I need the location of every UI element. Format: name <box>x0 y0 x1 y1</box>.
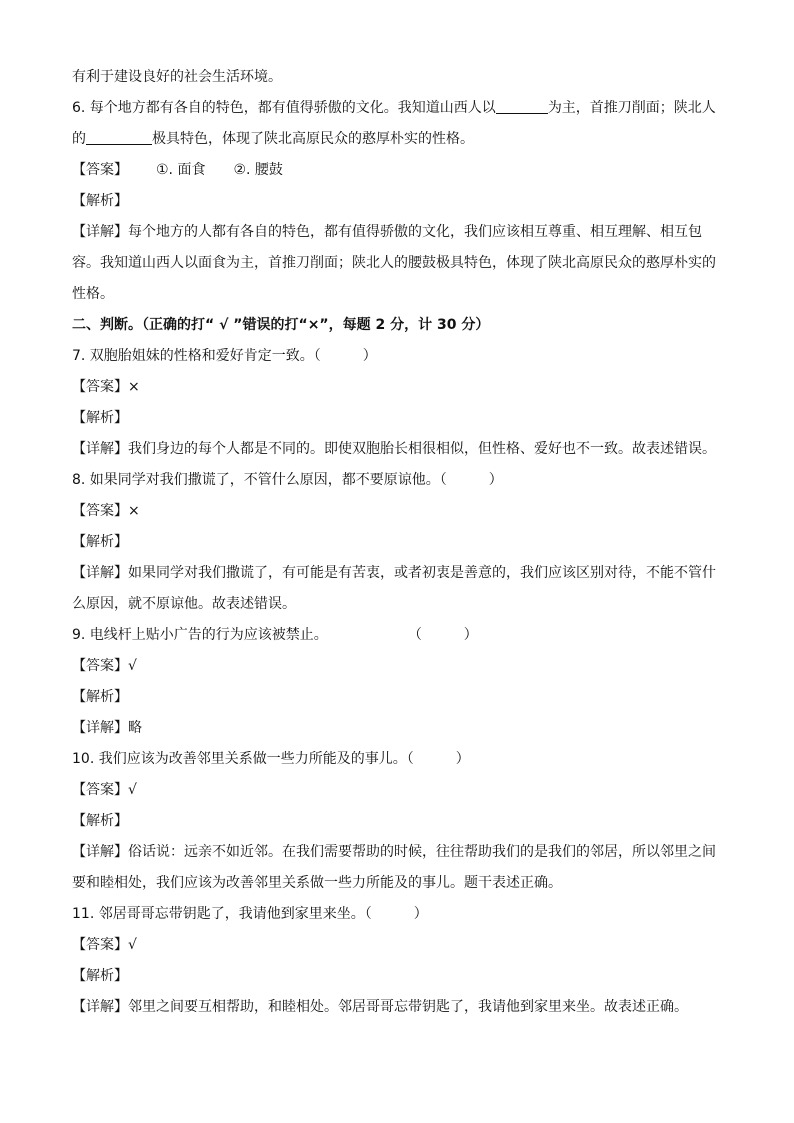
answer-tag: 【答案】 <box>72 162 128 178</box>
q8-analysis-line: 【解析】 <box>72 534 128 550</box>
q9-question: 9. 电线杆上贴小广告的行为应该被禁止。 <box>72 627 328 643</box>
detail-tag: 【详解】 <box>72 999 128 1015</box>
q10-answer: √ <box>128 782 137 798</box>
q9-answer-line <box>72 651 722 682</box>
q6-analysis-line: 【解析】 <box>72 193 128 209</box>
q6-answer-2: ②. 腰鼓 <box>233 162 283 178</box>
q8-question: 8. 如果同学对我们撒谎了，不管什么原因，都不要原谅他。（ ） <box>72 472 503 488</box>
q11-question: 11. 邻居哥哥忘带钥匙了，我请他到家里来坐。（ ） <box>72 906 428 922</box>
answer-tag: 【答案】 <box>72 503 128 519</box>
q6-text-d: 极具特色，体现了陕北高原民众的憨厚朴实的性格。 <box>152 131 474 147</box>
q7-detail-line <box>72 434 722 465</box>
q11-analysis-line: 【解析】 <box>72 968 128 984</box>
q9-detail-line <box>72 713 722 744</box>
q6-answer-1: ①. 面食 <box>156 162 206 178</box>
detail-tag: 【详解】 <box>72 720 128 736</box>
answer-tag: 【答案】 <box>72 379 128 395</box>
q8-detail-line2: 么原因，就不原谅他。故表述错误。 <box>72 596 296 612</box>
section-2-heading: 二、判断。（正确的打“ √ ”错误的打“×”，每题 2 分，计 30 分） <box>72 317 490 333</box>
q7-analysis-line: 【解析】 <box>72 410 128 426</box>
q9-detail-text: 略 <box>128 720 142 736</box>
q6-text-c: 的 <box>72 131 86 147</box>
detail-tag: 【详解】 <box>72 441 128 457</box>
q6-question-line1 <box>72 93 722 124</box>
q11-detail-line <box>72 992 722 1023</box>
q6-detail-line1 <box>72 217 722 248</box>
q7-answer-line <box>72 372 722 403</box>
q10-detail-text-1: 俗话说：远亲不如近邻。在我们需要帮助的时候，往往帮助我们的是我们的邻居，所以邻里之间 <box>128 844 716 860</box>
q9-paren: （ ） <box>407 627 478 643</box>
q10-analysis-line: 【解析】 <box>72 813 128 829</box>
q7-detail-text: 我们身边的每个人都是不同的。即使双胞胎长相很相似，但性格、爱好也不一致。故表述错误。 <box>128 441 716 457</box>
q11-detail-text: 邻里之间要互相帮助，和睦相处。邻居哥哥忘带钥匙了，我请他到家里来坐。故表述正确。 <box>128 999 688 1015</box>
q6-text-a: 6. 每个地方都有各自的特色，都有值得骄傲的文化。我知道山西人以 <box>72 100 496 116</box>
answer-tag: 【答案】 <box>72 658 128 674</box>
detail-tag: 【详解】 <box>72 224 128 240</box>
q10-answer-line <box>72 775 722 806</box>
q9-analysis-line: 【解析】 <box>72 689 128 705</box>
q8-answer: × <box>128 503 140 519</box>
q6-question-line2 <box>72 124 722 155</box>
q6-detail-text-1: 每个地方的人都有各自的特色，都有值得骄傲的文化，我们应该相互尊重、相互理解、相互包 <box>128 224 702 240</box>
detail-tag: 【详解】 <box>72 844 128 860</box>
q6-text-b: 为主，首推刀削面；陕北人 <box>547 100 716 116</box>
q6-blank-2 <box>86 130 152 145</box>
q6-detail-line3: 性格。 <box>72 286 114 302</box>
q6-detail-line2: 容。我知道山西人以面食为主，首推刀削面；陕北人的腰鼓极具特色，体现了陕北高原民众的憨厚朴实的 <box>72 255 716 271</box>
q9-answer: √ <box>128 658 137 674</box>
q11-answer-line <box>72 930 722 961</box>
q7-question: 7. 双胞胎姐妹的性格和爱好肯定一致。（ ） <box>72 348 377 364</box>
q6-blank-1 <box>496 99 548 114</box>
q10-detail-line1 <box>72 837 722 868</box>
answer-tag: 【答案】 <box>72 937 128 953</box>
detail-tag: 【详解】 <box>72 565 128 581</box>
q10-detail-line2: 要和睦相处，我们应该为改善邻里关系做一些力所能及的事儿。题干表述正确。 <box>72 875 562 891</box>
q11-answer: √ <box>128 937 137 953</box>
q8-detail-text-1: 如果同学对我们撒谎了，有可能是有苦衷，或者初衷是善意的，我们应该区别对待，不能不管什 <box>128 565 716 581</box>
q7-answer: × <box>128 379 140 395</box>
q6-answer-line <box>72 155 722 186</box>
q8-answer-line <box>72 496 722 527</box>
q9-question-line <box>72 620 722 651</box>
answer-tag: 【答案】 <box>72 782 128 798</box>
intro-line: 有利于建设良好的社会生活环境。 <box>72 69 282 85</box>
q8-detail-line1 <box>72 558 722 589</box>
q10-question: 10. 我们应该为改善邻里关系做一些力所能及的事儿。（ ） <box>72 751 470 767</box>
